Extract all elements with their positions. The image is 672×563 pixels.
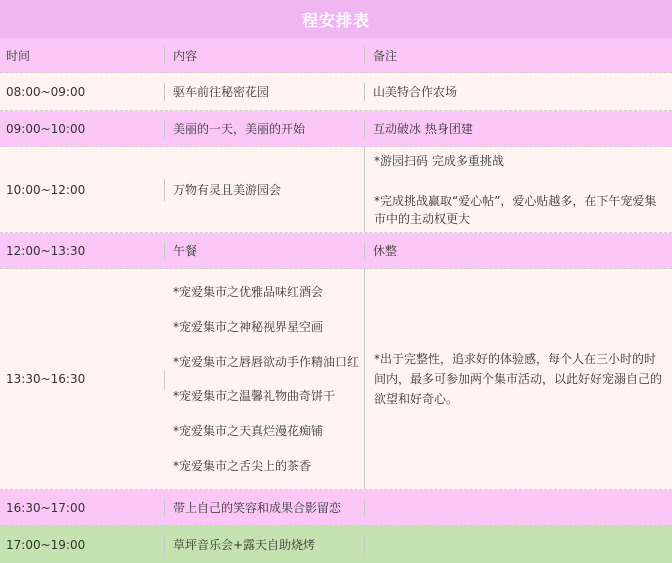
time-cell: 10:00~12:00 — [6, 182, 86, 197]
time-cell: 16:30~17:00 — [6, 500, 86, 515]
note-cell: 互动破冰 热身团建 — [364, 111, 672, 146]
note-cell: 山美特合作农场 — [364, 73, 672, 110]
note-cell — [364, 526, 672, 563]
table-row — [0, 111, 672, 147]
time-cell: 08:00~09:00 — [6, 84, 86, 99]
list-item: *宠爱集市之舌尖上的茶香 — [173, 458, 312, 473]
time-cell: 17:00~19:00 — [6, 537, 86, 552]
table-row — [0, 233, 672, 269]
list-item: *宠爱集市之神秘视界星空画 — [173, 319, 324, 334]
content-cell: 午餐 — [164, 233, 364, 268]
content-cell: 驱车前往秘密花园 — [164, 73, 364, 110]
table-row — [0, 147, 672, 233]
time-cell: 13:30~16:30 — [6, 372, 86, 386]
note-cell: 休整 — [364, 233, 672, 268]
list-item: *宠爱集市之优雅品味红酒会 — [173, 285, 324, 300]
activity-list — [173, 269, 359, 489]
content-cell: 美丽的一天，美丽的开始 — [164, 111, 364, 146]
table-row — [0, 490, 672, 526]
content-cell: 草坪音乐会+露天自助烧烤 — [164, 526, 364, 563]
content-text: 万物有灵且美游园会 — [173, 183, 282, 197]
header-row — [0, 38, 672, 73]
table-row — [0, 73, 672, 111]
note-line: *完成挑战赢取“爱心帖”，爱心贴越多，在下午宠爱集市中的主动权更大 — [374, 193, 657, 226]
content-cell — [164, 147, 364, 232]
schedule-title: 程安排表 — [301, 10, 370, 30]
header-content: 内容 — [164, 38, 364, 72]
time-cell: 12:00~13:30 — [6, 243, 86, 258]
table-row — [0, 269, 672, 490]
header-note: 备注 — [364, 38, 672, 72]
header-time: 时间 — [6, 48, 31, 63]
column-divider — [164, 179, 165, 201]
note-cell — [364, 269, 672, 489]
column-divider — [164, 370, 165, 390]
list-item: *宠爱集市之温馨礼物曲奇饼干 — [173, 389, 336, 404]
note-line: *游园扫码 完成多重挑战 — [374, 153, 504, 168]
list-item: *宠爱集市之天真烂漫花痴铺 — [173, 423, 324, 438]
content-cell: 带上自己的笑容和成果合影留恋 — [164, 490, 364, 525]
note-cell — [364, 147, 672, 232]
note-cell — [364, 490, 672, 525]
note-text: *出于完整性，追求好的体验感，每个人在三小时的时间内，最多可参加两个集市活动，以此好好宠溺自己的欲望和好奇心。 — [374, 352, 663, 406]
list-item: *宠爱集市之唇唇欲动手作精油口红 — [173, 354, 360, 369]
title-bar — [0, 0, 672, 38]
table-row — [0, 526, 672, 563]
time-cell: 09:00~10:00 — [6, 121, 86, 136]
